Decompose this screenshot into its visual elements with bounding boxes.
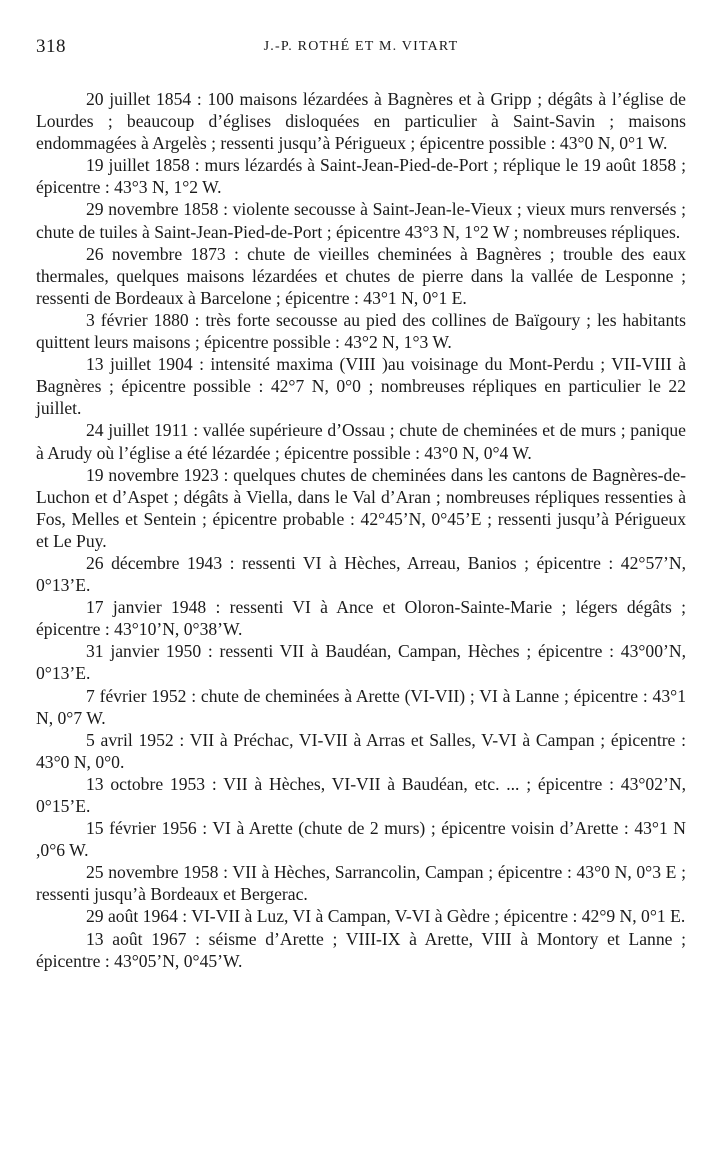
entry-1956-02-15: 15 février 1956 : VI à Arette (chute de 2 murs) ; épicentre voisin d’Arette : 43°1 N ,0°6 W. bbox=[36, 818, 686, 861]
entry-1948-01-17: 17 janvier 1948 : ressenti VI à Ance et Oloron-Sainte-Marie ; légers dégâts ; épicentre : 43°10’N, 0°38’W. bbox=[36, 597, 686, 640]
entry-1911-07-24: 24 juillet 1911 : vallée supérieure d’Ossau ; chute de cheminées et de murs ; panique à Arudy où l’église a été lézardée ; épicentre possible : 43°0 N, 0°4 W. bbox=[36, 420, 686, 463]
earthquake-list bbox=[36, 88, 686, 972]
running-head: J.-P. ROTHÉ ET M. VITART bbox=[263, 39, 459, 54]
entry-1854-07-20: 20 juillet 1854 : 100 maisons lézardées à Bagnères et à Gripp ; dégâts à l’église de Lourdes ; beaucoup d’églises disloquées en particulier à Saint-Savin ; maisons endommagées à Argelès ; ressenti jusqu’à Périgueux ; épicentre possible : 43°0 N, 0°1 W. bbox=[36, 89, 686, 154]
entry-1943-12-26: 26 décembre 1943 : ressenti VI à Hèches, Arreau, Banios ; épicentre : 42°57’N, 0°13’E. bbox=[36, 552, 686, 596]
entry-1952-02-07: 7 février 1952 : chute de cheminées à Arette (VI-VII) ; VI à Lanne ; épicentre : 43°1 N, 0°7 W. bbox=[36, 685, 686, 728]
entry-1880-02-03: 3 février 1880 : très forte secousse au pied des collines de Baïgoury ; les habitants quittent leurs maisons ; épicentre possible : 43°2 N, 1°3 W. bbox=[36, 309, 686, 353]
entry-1950-01-31: 31 janvier 1950 : ressenti VII à Baudéan, Campan, Hèches ; épicentre : 43°00’N, 0°13’E. bbox=[36, 641, 686, 684]
page bbox=[36, 36, 686, 972]
entry-1923-11-19: 19 novembre 1923 : quelques chutes de cheminées dans les cantons de Bagnères-de-Luchon et d’Aspet ; dégâts à Viella, dans le Val d’Aran ; nombreuses répliques ressenties à Fos, Melles et Sentein ; épicentre probable : 42°45’N, 0°45’E ; ressenti jusqu’à Périgueux et Le Puy. bbox=[36, 464, 686, 551]
entry-1958-11-25: 25 novembre 1958 : VII à Hèches, Sarrancolin, Campan ; épicentre : 43°0 N, 0°3 E ; ressenti jusqu’à Bordeaux et Bergerac. bbox=[36, 862, 686, 905]
entry-1904-07-13: 13 juillet 1904 : intensité maxima (VIII )au voisinage du Mont-Perdu ; VII-VIII à Bagnères ; épicentre possible : 42°7 N, 0°0 ; nombreuses répliques en particulier le 22 juillet. bbox=[36, 354, 686, 419]
page-header bbox=[36, 36, 686, 66]
entry-1964-08-29: 29 août 1964 : VI-VII à Luz, VI à Campan, V-VI à Gèdre ; épicentre : 42°9 N, 0°1 E. bbox=[86, 906, 686, 927]
entry-1858-11-29: 29 novembre 1858 : violente secousse à Saint-Jean-le-Vieux ; vieux murs renversés ; chute de tuiles à Saint-Jean-Pied-de-Port ; épicentre 43°3 N, 1°2 W ; nombreuses répliques. bbox=[36, 199, 686, 242]
entry-1952-04-05: 5 avril 1952 : VII à Préchac, VI-VII à Arras et Salles, V-VI à Campan ; épicentre : 43°0 N, 0°0. bbox=[36, 729, 686, 772]
entry-1953-10-13: 13 octobre 1953 : VII à Hèches, VI-VII à Baudéan, etc. ... ; épicentre : 43°02’N, 0°15’E. bbox=[36, 773, 686, 816]
entry-1873-11-26: 26 novembre 1873 : chute de vieilles cheminées à Bagnères ; trouble des eaux thermales, quelques maisons lézardées et chutes de pierre dans la vallée de Lesponne ; ressenti de Bordeaux à Barcelone ; épicentre : 43°1 N, 0°1 E. bbox=[36, 243, 686, 308]
entry-1967-08-13: 13 août 1967 : séisme d’Arette ; VIII-IX à Arette, VIII à Montory et Lanne ; épicentre : 43°05’N, 0°45’W. bbox=[36, 928, 686, 971]
entry-1858-07-19: 19 juillet 1858 : murs lézardés à Saint-Jean-Pied-de-Port ; réplique le 19 août 1858 ; épicentre : 43°3 N, 1°2 W. bbox=[36, 155, 686, 198]
page-number: 318 bbox=[36, 36, 66, 57]
